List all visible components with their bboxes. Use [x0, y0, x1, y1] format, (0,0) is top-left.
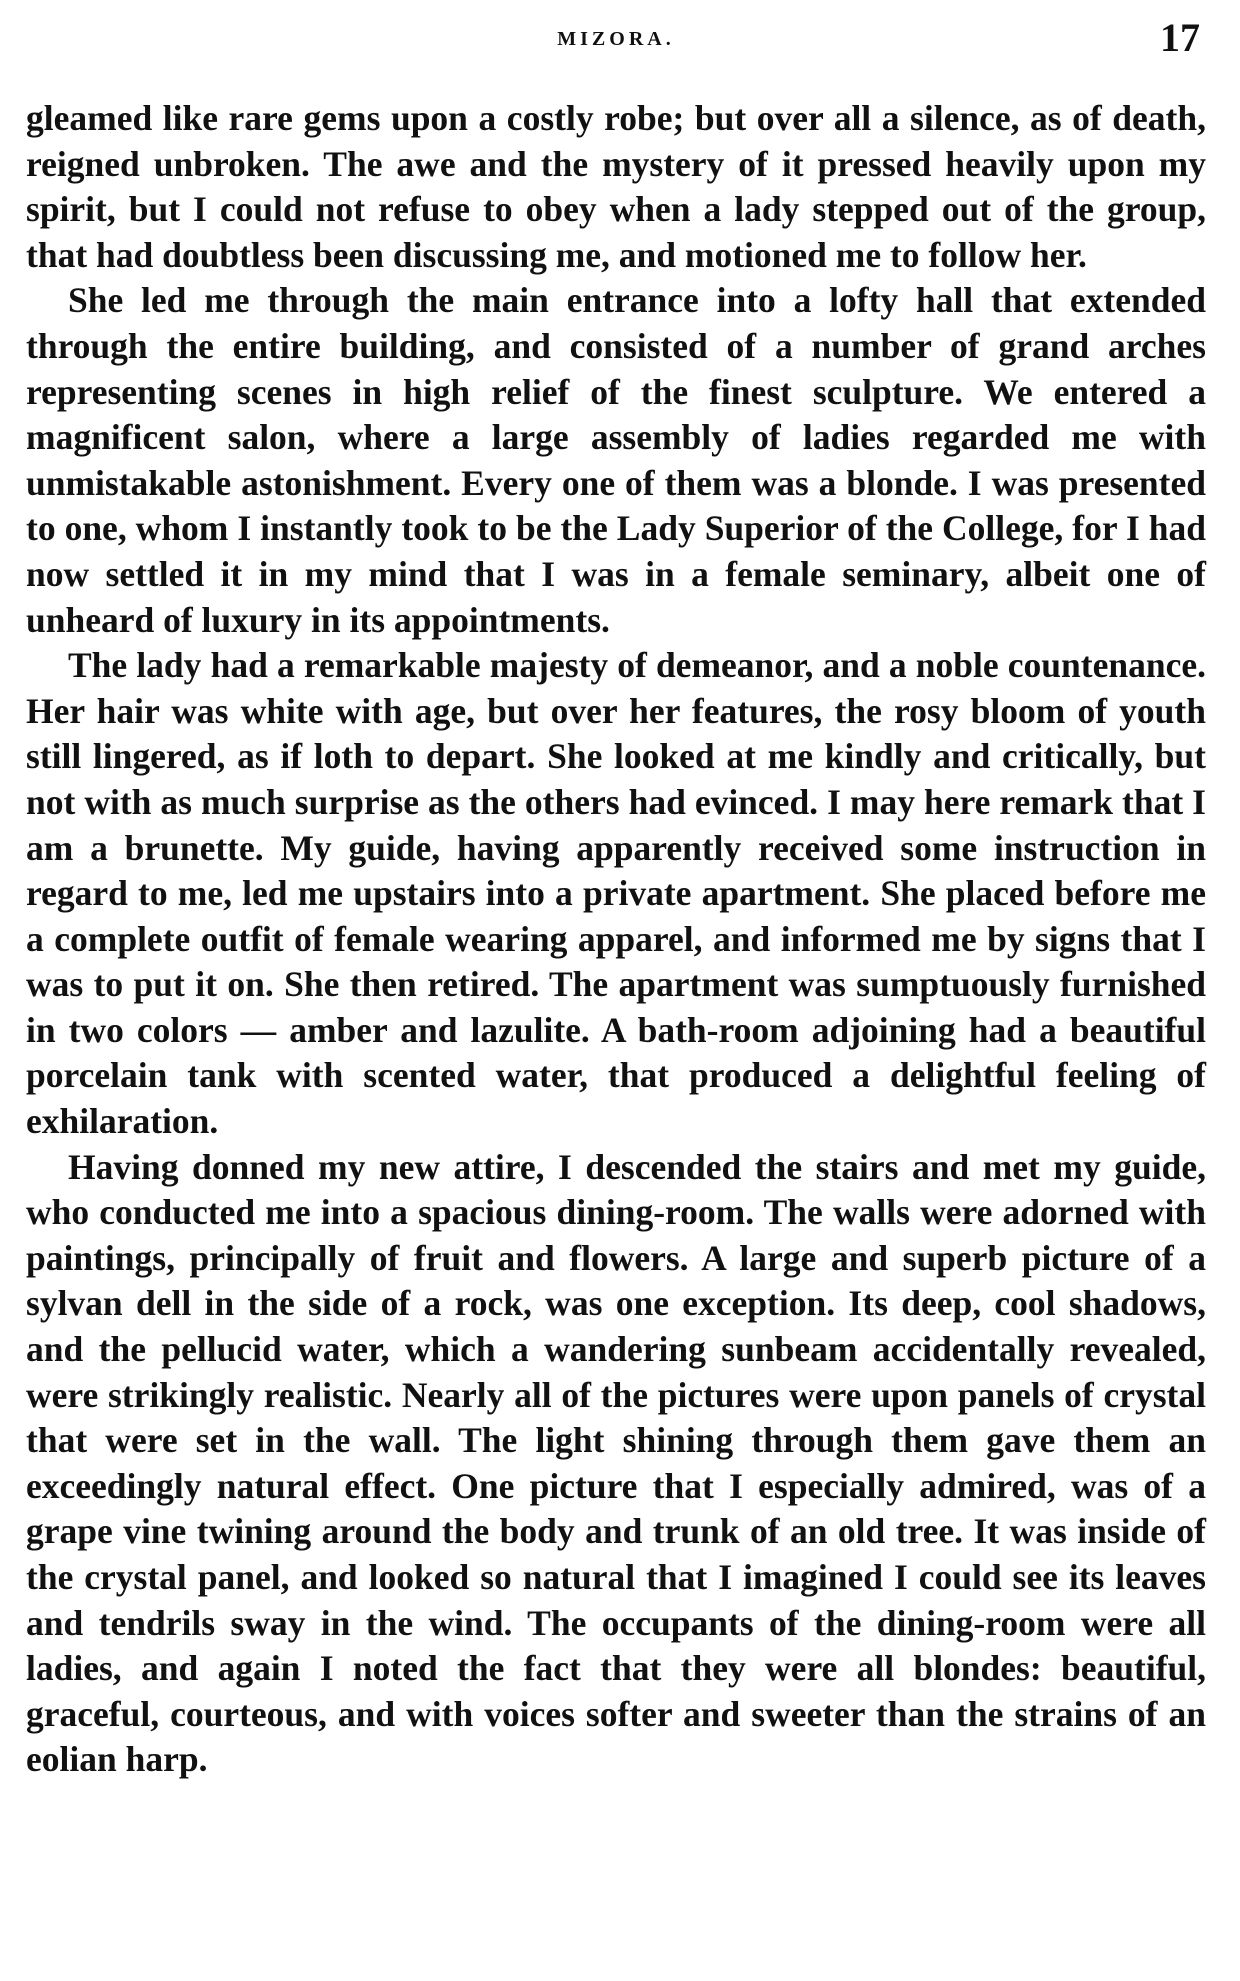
running-header — [26, 14, 1206, 74]
page-number: 17 — [1160, 15, 1200, 60]
body-text — [26, 96, 1206, 1783]
paragraph: Having donned my new attire, I descended the stairs and met my guide, who conducted me into a spacious dining-room. The walls were adorned with paintings, principally of fruit and flowers. A large and superb picture of a sylvan dell in the side of a rock, was one exception. Its deep, cool shadows, and the pellucid water, which a wandering sunbeam accidentally revealed, were strikingly realistic. Nearly all of the pictures were upon panels of crystal that were set in the wall. The light shining through them gave them an exceedingly natural effect. One picture that I especially admired, was of a grape vine twining around the body and trunk of an old tree. It was inside of the crystal panel, and looked so natural that I imagined I could see its leaves and tendrils sway in the wind. The occupants of the dining-room were all ladies, and again I noted the fact that they were all blondes: beautiful, graceful, courteous, and with voices softer and sweeter than the strains of an eolian harp. — [26, 1146, 1206, 1780]
paragraph: She led me through the main entrance into a lofty hall that extended through the entire building, and consisted of a number of grand arches representing scenes in high relief of the finest sculpture. We entered a magnificent salon, where a large assembly of ladies regarded me with unmistakable astonishment. Every one of them was a blonde. I was presented to one, whom I instantly took to be the Lady Superior of the College, for I had now settled it in my mind that I was in a female seminary, albeit one of unheard of luxury in its appointments. — [26, 280, 1206, 640]
paragraph-continued: gleamed like rare gems upon a costly robe; but over all a silence, as of death, reigned unbroken. The awe and the mystery of it pressed heavily upon my spirit, but I could not refuse to obey when a lady stepped out of the group, that had doubtless been discussing me, and motioned me to follow her. — [26, 98, 1206, 275]
paragraph: The lady had a remarkable majesty of demeanor, and a noble countenance. Her hair was white with age, but over her features, the rosy bloom of youth still lingered, as if loth to depart. She looked at me kindly and critically, but not with as much surprise as the others had evinced. I may here remark that I am a brunette. My guide, having apparently received some instruction in regard to me, led me upstairs into a private apartment. She placed before me a complete outfit of female wearing apparel, and informed me by signs that I was to put it on. She then retired. The apartment was sumptuously furnished in two colors — amber and lazulite. A bath-room adjoining had a beautiful porcelain tank with scented water, that produced a delightful feeling of exhilaration. — [26, 645, 1206, 1142]
running-title: MIZORA. — [557, 28, 675, 50]
